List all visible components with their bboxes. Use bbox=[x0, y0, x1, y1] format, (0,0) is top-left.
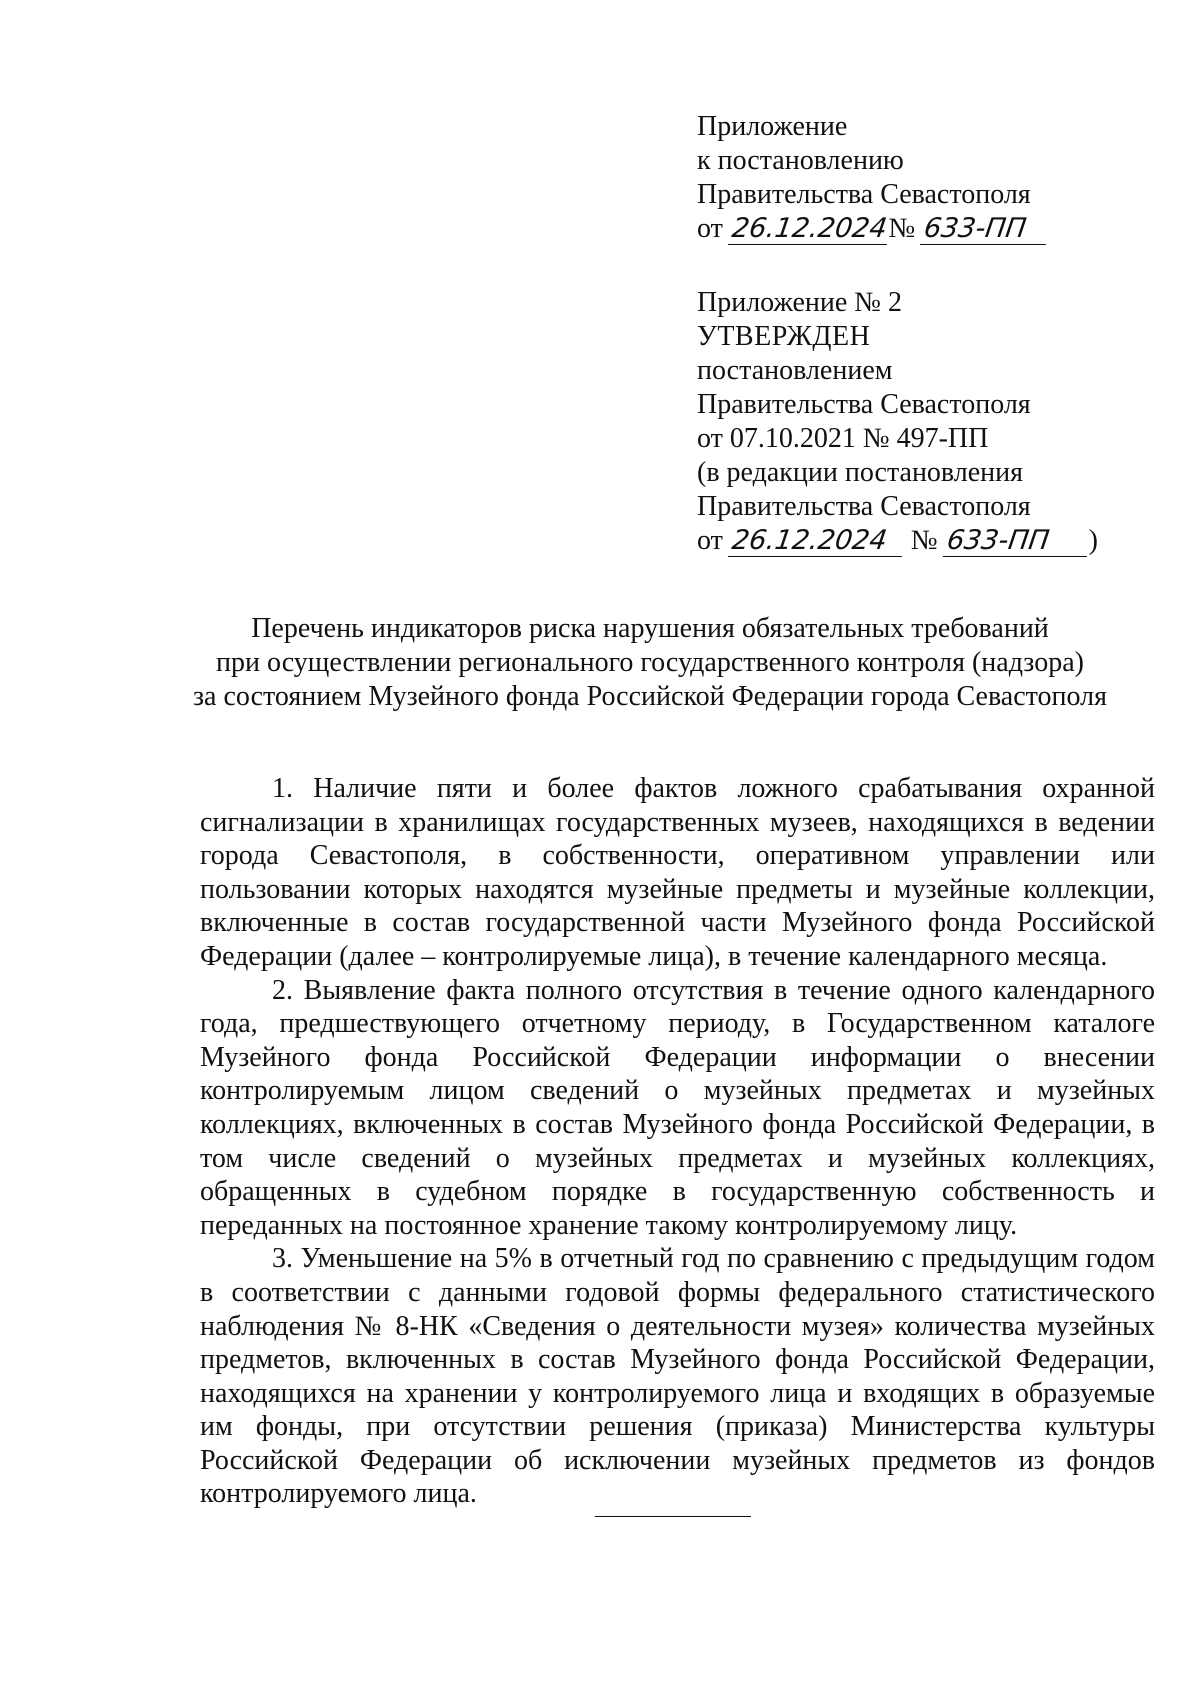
document-title bbox=[150, 612, 1150, 714]
approval-from-prefix: от bbox=[697, 525, 723, 556]
approval-approved-label: УТВЕРЖДЕН bbox=[697, 321, 871, 352]
approval-handwritten-number: 633-ПП bbox=[942, 526, 1090, 557]
title-line-1: Перечень индикаторов риска нарушения обязательных требований bbox=[251, 613, 1049, 644]
approval-appendix-number: Приложение № 2 bbox=[697, 287, 902, 318]
approval-edition-note: (в редакции постановления bbox=[697, 457, 1024, 488]
paragraph-2: 2. Выявление факта полного отсутствия в течение одного календарного года, предшествующего отчетному периоду, в Государственном каталоге Музейного фонда Российской Федерации информации о внесении контролируемым лицом сведений о музейных предметах и музейных коллекциях, включенных в состав Музейного фонда Российской Федерации, в том числе сведений о музейных предметах и музейных коллекциях, обращенных в судебном порядке в государственную собственность и переданных на постоянное хранение такому контролируемому лицу. bbox=[200, 974, 1155, 1241]
appendix-to-resolution: к постановлению bbox=[697, 145, 904, 176]
appendix-handwritten-number: 633-ПП bbox=[920, 214, 1050, 245]
approval-government: Правительства Севастополя bbox=[697, 389, 1031, 420]
approval-closing-paren: ) bbox=[1088, 525, 1098, 556]
appendix-handwritten-date: 26.12.2024 bbox=[728, 214, 891, 245]
appendix-from-prefix: от bbox=[697, 213, 723, 244]
approval-edition-date-line bbox=[697, 524, 1157, 558]
approval-original-resolution: от 07.10.2021 № 497-ПП bbox=[697, 423, 989, 454]
approval-edition-government: Правительства Севастополя bbox=[697, 491, 1031, 522]
appendix-number-prefix: № bbox=[888, 213, 916, 244]
approval-by-resolution: постановлением bbox=[697, 355, 893, 386]
paragraph-1: 1. Наличие пяти и более фактов ложного срабатывания охранной сигнализации в хранилищах государственных музеев, находящихся в ведении города Севастополя, в собственности, оперативном управлении или пользовании которых находятся музейные предметы и музейные коллекции, включенные в состав государственной части Музейного фонда Российской Федерации (далее – контролируемые лица), в течение календарного месяца. bbox=[200, 773, 1155, 972]
paragraph-3: 3. Уменьшение на 5% в отчетный год по сравнению с предыдущим годом в соответствии с данными годовой формы федерального статистического наблюдения № 8-НК «Сведения о деятельности музея» количества музейных предметов, включенных в состав Музейного фонда Российской Федерации, находящихся на хранении у контролируемого лица и входящих в образуемые им фонды, при отсутствии решения (приказа) Министерства культуры Российской Федерации об исключении музейных предметов из фондов контролируемого лица. bbox=[200, 1243, 1155, 1510]
approval-block bbox=[697, 110, 1157, 558]
document-body bbox=[200, 772, 1155, 1511]
approval-number-prefix: № bbox=[910, 525, 938, 556]
title-line-2: при осуществлении регионального государственного контроля (надзора) bbox=[216, 647, 1084, 678]
approval-handwritten-date: 26.12.2024 bbox=[728, 526, 906, 557]
title-line-3: за состоянием Музейного фонда Российской Федерации города Севастополя bbox=[193, 681, 1107, 712]
appendix-date-line bbox=[697, 212, 1157, 246]
appendix-government: Правительства Севастополя bbox=[697, 179, 1031, 210]
closing-separator-line bbox=[595, 1516, 751, 1517]
appendix-label: Приложение bbox=[697, 111, 848, 142]
